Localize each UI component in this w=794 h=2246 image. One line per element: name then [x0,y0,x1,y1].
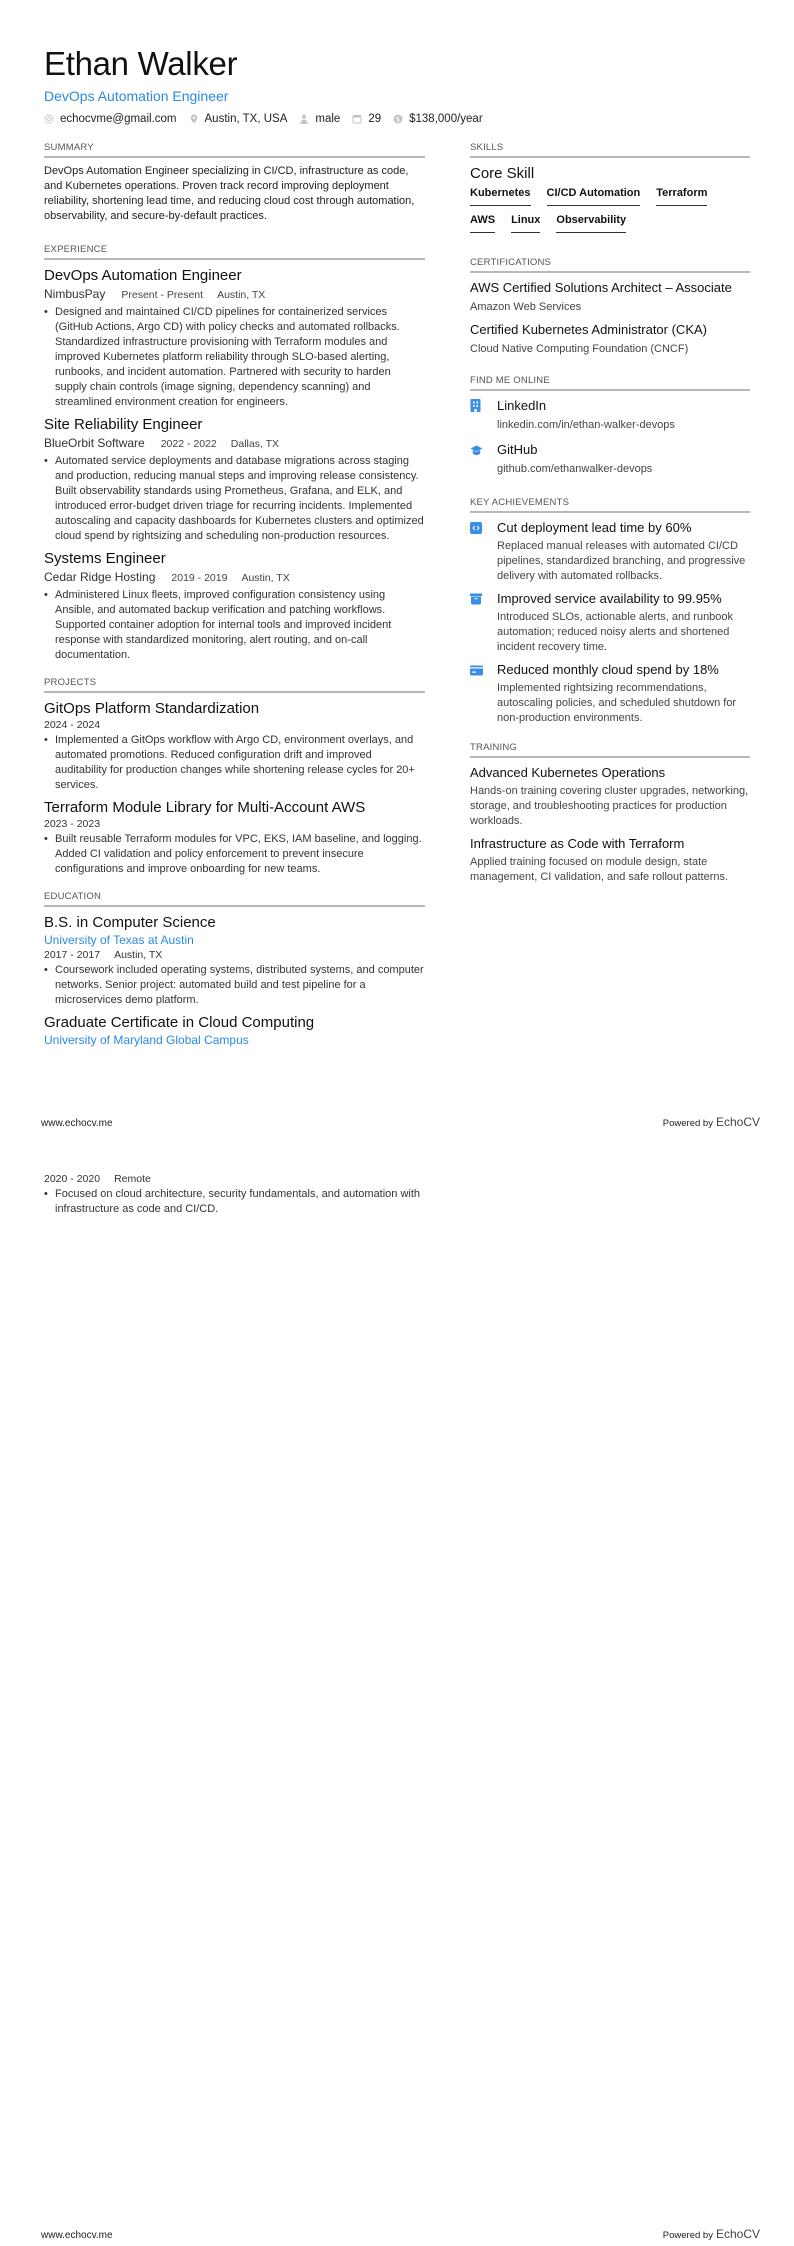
contact-email [44,113,177,125]
cert-name: Certified Kubernetes Administrator (CKA) [470,322,707,337]
bullet-text: Coursework included operating systems, distributed systems, and computer networks. Senior project: automated build and test pipeline for a microservices demo platform. [55,964,424,1006]
skill-group-title: Core Skill [470,165,535,182]
degree-title: Graduate Certificate in Cloud Computing [44,1014,315,1031]
location-text: Austin, TX, USA [204,113,288,125]
online-section [470,375,750,481]
certifications-section [470,257,750,357]
building-icon [470,399,481,412]
contact-salary [393,113,483,125]
contact-location [189,113,288,125]
experience-item [44,266,425,410]
bullet-dot: • [44,833,48,845]
cert-name: AWS Certified Solutions Architect – Associate [470,280,732,295]
resume-header [44,44,495,125]
bullet-text: Designed and maintained CI/CD pipelines for containerized services (GitHub Actions, Argo CD) with policy checks and automated rollbacks. Standardized infrastructure provisioning with Terraform modules and improved Kubernetes platform reliability through SLO-based alerting, runbooks, and incident automation. Partnered with security to harden supply chain controls (image signing, dependency scanning) and streamlined environment creation for engineers. [55,306,400,408]
job-bullet [44,454,425,544]
bullet-text: Focused on cloud architecture, security fundamentals, and automation with infrastructure as code and CI/CD. [55,1188,421,1215]
job-meta [44,568,425,587]
salary-text: $138,000/year [409,113,483,125]
powered-label: Powered by [662,1118,713,1129]
achievement-desc: Introduced SLOs, actionable alerts, and runbook automation; reduced noisy alerts and shortened incident recovery time. [497,611,734,653]
experience-item [44,415,425,544]
training-desc: Hands-on training covering cluster upgrades, networking, storage, and troubleshooting practices for production workloads. [470,785,749,827]
skill-chip: Kubernetes [470,187,531,206]
summary-heading: SUMMARY [44,142,425,158]
skill-chip: Linux [511,214,540,233]
link-name: GitHub [497,442,538,457]
education-item [44,1013,425,1048]
project-title: Terraform Module Library for Multi-Account AWS [44,799,366,816]
training-heading: TRAINING [470,742,750,758]
at-icon [44,114,54,124]
candidate-title: DevOps Automation Engineer [44,88,229,104]
job-bullet [44,588,425,663]
project-bullet [44,733,425,793]
projects-section [44,677,425,877]
job-title: Systems Engineer [44,550,166,567]
skill-chip: CI/CD Automation [547,187,641,206]
company-name: BlueOrbit Software [44,436,145,450]
page-footer [41,2227,760,2241]
graduation-cap-icon [470,445,483,456]
education-heading: EDUCATION [44,891,425,907]
certifications-heading: CERTIFICATIONS [470,257,750,273]
achievement-title: Improved service availability to 99.95% [497,591,722,606]
summary-section [44,142,425,224]
project-item [44,699,425,793]
right-column [470,142,750,905]
archive-icon [470,593,482,605]
achievement-item [470,590,750,655]
age-text: 29 [368,113,382,125]
summary-text: DevOps Automation Engineer specializing in CI/CD, infrastructure as code, and Kubernetes operations. Proven track record improving deployment reliability, shortening lead time, and reducing cloud cost through automation, observability, and secure-by-default practices. [44,165,415,222]
cert-org: Amazon Web Services [470,301,582,313]
education-location: Remote [114,1173,151,1185]
bullet-text: Implemented a GitOps workflow with Argo CD, environment overlays, and automated promotions. Reduced configuration drift and improved auditability for production changes while shortening release cycles for 20+ services. [55,734,415,791]
experience-section [44,244,425,663]
job-meta [44,434,425,453]
education-item [44,913,425,1008]
job-location: Austin, TX [217,289,266,301]
job-bullet [44,305,425,410]
footer-powered [663,2227,760,2241]
projects-heading: PROJECTS [44,677,425,693]
link-url[interactable]: github.com/ethanwalker-devops [497,463,653,475]
achievement-desc: Implemented rightsizing recommendations, autoscaling policies, and scheduled shutdown for non-production environments. [497,682,737,724]
achievement-item [470,661,750,726]
achievement-title: Reduced monthly cloud spend by 18% [497,662,719,677]
achievements-heading: KEY ACHIEVEMENTS [470,497,750,513]
page-footer [41,1115,760,1129]
footer-powered [663,1115,760,1129]
training-desc: Applied training focused on module design, state management, CI validation, and safe rollout patterns. [470,856,729,883]
achievement-desc: Replaced manual releases with automated CI/CD pipelines, standardized branching, and progressive delivery with automated rollbacks. [497,540,746,582]
left-column [44,142,425,1068]
person-icon [299,114,309,124]
company-name: NimbusPay [44,287,106,301]
training-section [470,742,750,885]
skill-chip: Observability [556,214,626,233]
link-url[interactable]: linkedin.com/in/ethan-walker-devops [497,419,675,431]
footer-brand[interactable]: EchoCV [715,1115,760,1129]
job-title: Site Reliability Engineer [44,416,203,433]
code-icon [470,522,482,534]
email-text: echocvme@gmail.com [60,113,177,125]
skill-chip: Terraform [656,187,707,206]
contact-age [352,113,381,125]
education-section [44,891,425,1048]
project-dates: 2024 - 2024 [44,719,101,731]
project-dates: 2023 - 2023 [44,818,101,830]
achievements-section [470,497,750,726]
job-dates: Present - Present [121,289,204,301]
dollar-icon [393,114,403,124]
skills-heading: SKILLS [470,142,750,158]
profile-link-linkedin[interactable] [470,397,750,437]
company-name: Cedar Ridge Hosting [44,570,156,584]
bullet-text: Administered Linux fleets, improved configuration consistency using Ansible, and automated backup verification and patching workflows. Supported container adoption for internal tools and improved incident response with standardized monitoring, alert routing, and on-call documentation. [55,589,392,661]
achievement-item [470,519,750,584]
job-location: Dallas, TX [230,438,280,450]
bullet-dot: • [44,1188,48,1200]
contact-row [44,113,495,125]
experience-heading: EXPERIENCE [44,244,425,260]
school-name: University of Maryland Global Campus [44,1033,249,1047]
credit-card-icon [470,665,483,676]
bullet-dot: • [44,589,48,601]
achievement-title: Cut deployment lead time by 60% [497,520,692,535]
profile-link-github[interactable] [470,441,750,481]
job-location: Austin, TX [241,572,290,584]
skill-chip: AWS [470,214,495,233]
education-bullet [44,1187,425,1217]
school-name: University of Texas at Austin [44,933,194,947]
calendar-icon [352,114,362,124]
job-meta [44,285,425,304]
footer-site-link[interactable]: www.echocv.me [41,1118,113,1129]
training-title: Advanced Kubernetes Operations [470,765,666,780]
education-dates: 2017 - 2017 [44,949,101,961]
degree-title: B.S. in Computer Science [44,914,216,931]
education-location: Austin, TX [114,949,163,961]
skill-list [470,187,750,241]
bullet-dot: • [44,964,48,976]
project-title: GitOps Platform Standardization [44,700,260,717]
education-meta [44,948,425,962]
bullet-dot: • [44,734,48,746]
bullet-text: Built reusable Terraform modules for VPC, EKS, IAM baseline, and logging. Added CI validation and policy enforcement to prevent insecure configurations and improve onboarding for new teams. [55,833,422,875]
job-dates: 2019 - 2019 [171,572,228,584]
bullet-dot: • [44,455,48,467]
footer-brand[interactable]: EchoCV [715,2227,760,2241]
online-heading: FIND ME ONLINE [470,375,750,391]
training-title: Infrastructure as Code with Terraform [470,836,685,851]
project-item [44,798,425,877]
powered-label: Powered by [662,2230,713,2241]
cert-org: Cloud Native Computing Foundation (CNCF) [470,343,689,355]
experience-item [44,549,425,663]
bullet-dot: • [44,306,48,318]
education-bullet [44,963,425,1008]
svg-text:$: $ [395,115,401,124]
education-meta [44,1172,425,1186]
map-pin-icon [189,114,199,124]
footer-site-link[interactable]: www.echocv.me [41,2230,113,2241]
contact-gender [299,113,340,125]
job-title: DevOps Automation Engineer [44,267,242,284]
education-dates: 2020 - 2020 [44,1173,101,1185]
skills-section [470,142,750,241]
job-dates: 2022 - 2022 [160,438,217,450]
resume-page-2 [44,1172,425,1222]
link-name: LinkedIn [497,398,547,413]
bullet-text: Automated service deployments and database migrations across staging and production, reducing manual steps and improving release consistency. Built observability standards using Prometheus, Grafana, and ELK, and introduced error-budget driven triage for recurring incidents. Implemented autoscaling and capacity dashboards for Kubernetes clusters and optimized cloud spend by rightsizing and scheduling non-production resources. [55,455,424,542]
gender-text: male [315,113,341,125]
candidate-name: Ethan Walker [44,45,238,82]
project-bullet [44,832,425,877]
